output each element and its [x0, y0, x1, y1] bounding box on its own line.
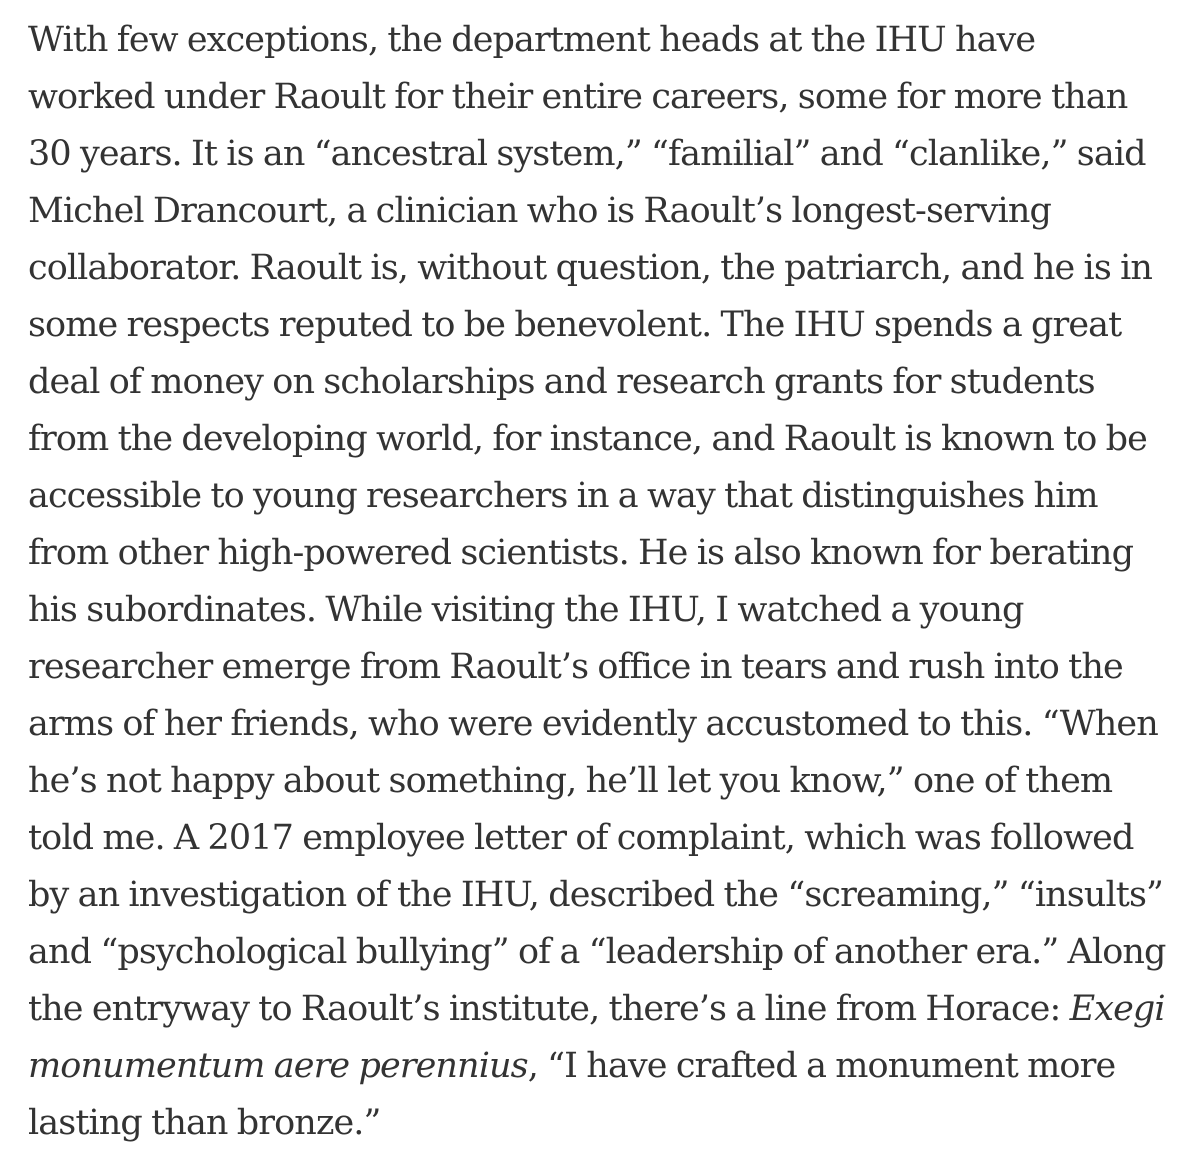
- text-span: the entryway to Raoult’s institute, there’s a line from Horace:: [28, 989, 1070, 1029]
- latin-quote-italic: Exegi: [1069, 989, 1165, 1029]
- text-line: his subordinates. While visiting the IHU, I watched a young: [28, 590, 1024, 630]
- text-line: deal of money on scholarships and research grants for students: [28, 362, 1095, 402]
- text-line: researcher emerge from Raoult’s office in tears and rush into the: [28, 647, 1123, 687]
- text-line: arms of her friends, who were evidently accustomed to this. “When: [28, 704, 1158, 744]
- text-span: , “I have crafted a monument more: [527, 1046, 1116, 1086]
- text-line: and “psychological bullying” of a “leadership of another era.” Along: [28, 932, 1166, 972]
- text-line: accessible to young researchers in a way that distinguishes him: [28, 476, 1098, 516]
- text-line: Michel Drancourt, a clinician who is Raoult’s longest-serving: [28, 191, 1051, 231]
- text-line: from other high-powered scientists. He is also known for berating: [28, 533, 1134, 573]
- text-line: [28, 1046, 1115, 1086]
- text-line: he’s not happy about something, he’ll let you know,” one of them: [28, 761, 1113, 801]
- text-line: With few exceptions, the department heads at the IHU have: [28, 20, 1036, 60]
- text-line: collaborator. Raoult is, without question, the patriarch, and he is in: [28, 248, 1153, 288]
- text-line: by an investigation of the IHU, described the “screaming,” “insults”: [28, 875, 1164, 915]
- text-line: told me. A 2017 employee letter of complaint, which was followed: [28, 818, 1134, 858]
- text-line: 30 years. It is an “ancestral system,” “familial” and “clanlike,” said: [28, 134, 1146, 174]
- latin-quote-italic: monumentum aere perennius: [28, 1046, 528, 1086]
- text-line: worked under Raoult for their entire careers, some for more than: [28, 77, 1128, 117]
- text-line: some respects reputed to be benevolent. The IHU spends a great: [28, 305, 1122, 345]
- text-line: lasting than bronze.”: [28, 1103, 381, 1143]
- text-line: [28, 989, 1165, 1029]
- text-line: from the developing world, for instance, and Raoult is known to be: [28, 419, 1147, 459]
